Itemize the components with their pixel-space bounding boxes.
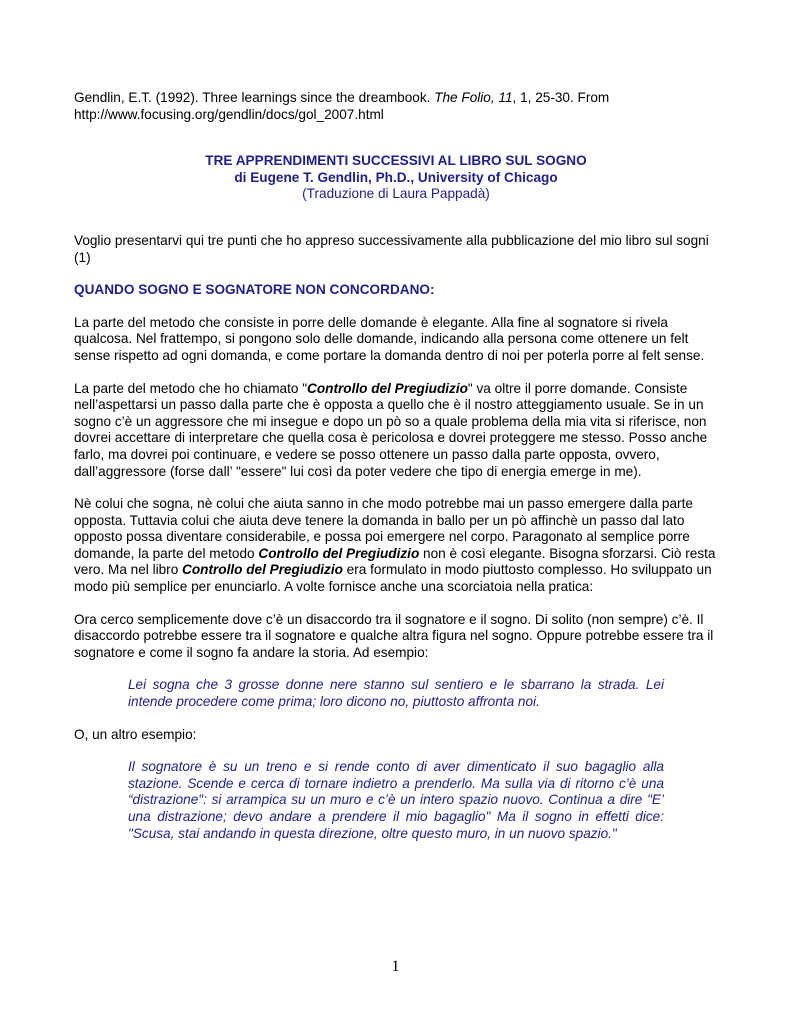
citation-journal: The Folio, 11 — [434, 90, 513, 105]
dream-example-quote-1: Lei sogna che 3 grosse donne nere stanno sul sentiero e le sbarrano la strada. Lei intende procedere come prima; loro dicono no, piuttosto affronta noi. — [128, 677, 664, 710]
paragraph-3-text-a: Nè colui che sogna, nè colui che aiuta sanno in che modo potrebbe mai un passo emergere dalla parte opposta. Tuttavia colui che aiuta deve tenere la domanda in ballo per un pò affinchè un passo dal lato opposto possa diventare considerabile, e possa poi emergere nel corpo. Paragonato al semplice porre domande, la parte del metodo — [74, 496, 693, 561]
page-number: 1 — [391, 958, 400, 975]
document-page — [74, 90, 718, 858]
paragraph-5: O, un altro esempio: — [74, 726, 197, 742]
paragraph-2-text-b: " va oltre il porre domande. Consiste nell’aspettarsi un passo dalla parte che è opposta a quello che è il nostro atteggiamento usuale. Se in un sogno c’è un aggressore che mi insegue e dopo un pò so a quale problema della mia vita si riferisce, non dovrei accettare di interpretare che quella cosa è pericolosa e dovrei proteggere me stesso. Posso anche farlo, ma dovrei poi continuare, e vedere se posso ottenere un passo dalla parte opposta, ovvero, dall’aggressore (forse dall’ "essere" lui così da poter vedere che tipo di energia emerge in me). — [74, 380, 708, 479]
paragraph-2 — [74, 381, 718, 481]
citation — [74, 90, 718, 123]
paragraph-1: La parte del metodo che consiste in porre delle domande è elegante. Alla fine al sognatore si rivela qualcosa. Nel frattempo, si pongono solo delle domande, indicando alla persona come ottenere un felt sense rispetto ad ogni domanda, e come portare la domanda dentro di noi per poterla porre al felt sense. — [74, 314, 705, 363]
document-title: TRE APPRENDIMENTI SUCCESSIVI AL LIBRO SUL SOGNO — [205, 153, 587, 169]
paragraph-3 — [74, 496, 718, 596]
paragraph-4: Ora cerco semplicemente dove c’è un disaccordo tra il sognatore e il sogno. Di solito (non sempre) c’è. Il disaccordo potrebbe essere tra il sognatore e qualche altra figura nel sogno. Oppure potrebbe essere tra il sognatore e come il sogno fa andare la storia. Ad esempio: — [74, 611, 714, 660]
intro-paragraph: Voglio presentarvi qui tre punti che ho appreso successivamente alla pubblicazione del mio libro sul sogni (1) — [74, 232, 709, 265]
paragraph-3-emphasis-2: Controllo del Pregiudizio — [182, 562, 343, 578]
paragraph-3-text-b: non è così elegante. Bisogna sforzarsi. Ciò resta vero. Ma nel libro — [74, 545, 716, 578]
dream-example-quote-2: Il sognatore è su un treno e si rende conto di aver dimenticato il suo bagaglio alla stazione. Scende e cerca di tornare indietro a prenderlo. Ma sulla via di ritorno c’è una “distrazione": si arrampica su un muro e c’è un intero spazio nuovo. Continua a dire "E’ una distrazione; devo andare a prendere il mio bagaglio" Ma il sogno in effetti dice: "Scusa, stai andando in questa direzione, oltre questo muro, in un nuovo spazio." — [128, 759, 664, 841]
citation-source: , 1, 25-30. From http://www.focusing.org/gendlin/docs/gol_2007.html — [74, 90, 610, 122]
paragraph-2-emphasis: Controllo del Pregiudizio — [307, 380, 468, 396]
paragraph-3-text-c: era formulato in modo piuttosto complesso. Ho sviluppato un modo più semplice per enunciarlo. A volte fornisce anche una scorciatoia nella pratica: — [74, 562, 712, 595]
paragraph-2-text-a: La parte del metodo che ho chiamato " — [74, 380, 308, 396]
document-author: di Eugene T. Gendlin, Ph.D., University of Chicago — [234, 169, 558, 185]
citation-text: Gendlin, E.T. (1992). Three learnings since the dreambook. — [74, 90, 435, 105]
paragraph-3-emphasis-1: Controllo del Pregiudizio — [258, 545, 420, 561]
section-heading: QUANDO SOGNO E SOGNATORE NON CONCORDANO: — [74, 282, 435, 298]
document-translator: (Traduzione di Laura Pappadà) — [302, 186, 490, 202]
title-block — [74, 153, 718, 203]
